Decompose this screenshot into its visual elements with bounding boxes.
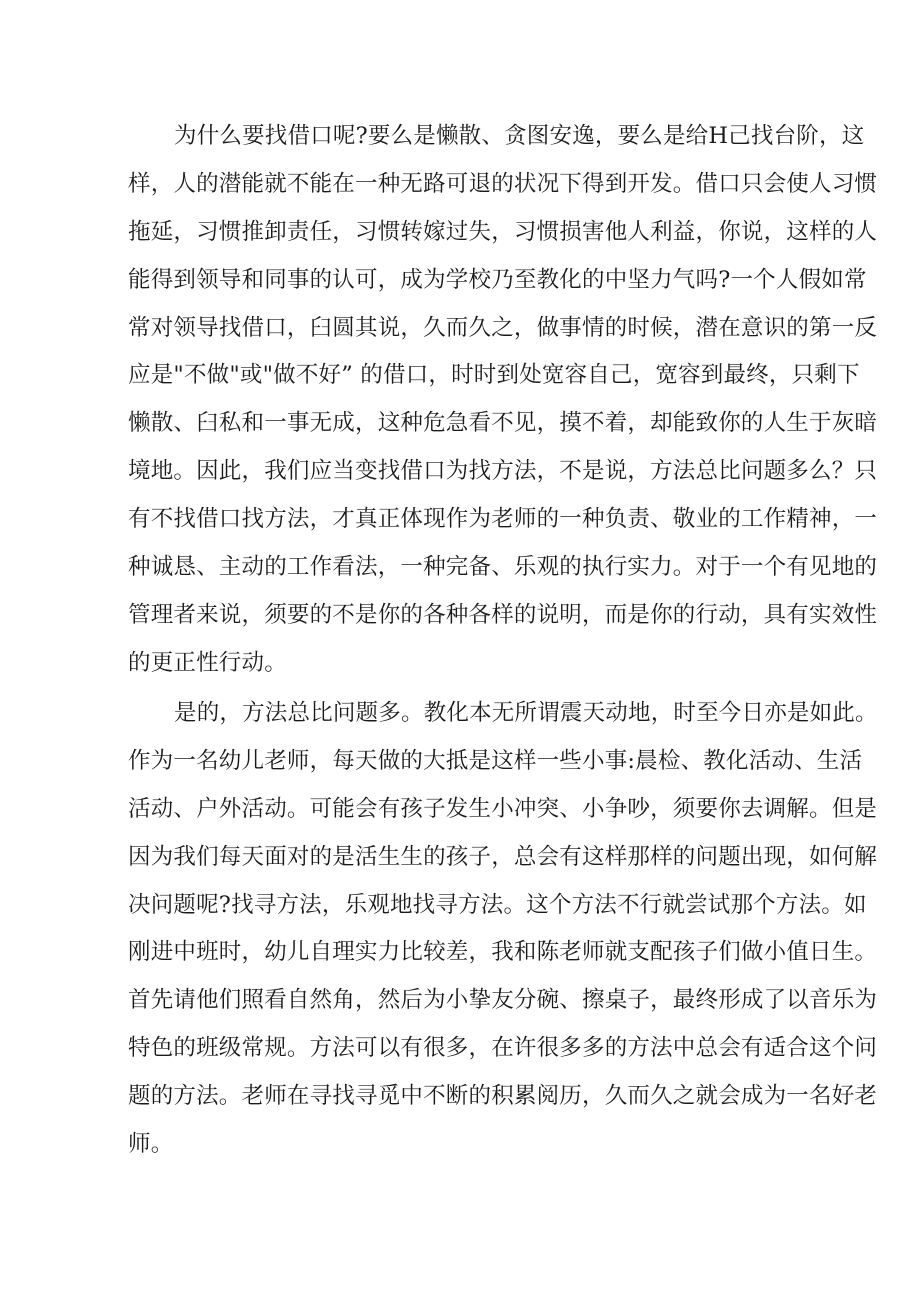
- paragraph-line: 因为我们每天面对的是活生生的孩子，总会有这样那样的问题出现，如何解: [128, 843, 878, 870]
- paragraph-line: 境地。因此，我们应当变找借口为找方法，不是说，方法总比问题多么？只: [128, 458, 878, 485]
- paragraph-line: 特色的班级常规。方法可以有很多，在许很多多的方法中总会有适合这个问: [128, 1035, 878, 1062]
- paragraph-line: 是的，方法总比问题多。教化本无所谓震天动地，时至今日亦是如此。: [174, 700, 878, 726]
- paragraph-line: 样，人的潜能就不能在一种无路可退的状况下得到开发。借口只会使人习惯: [128, 170, 878, 197]
- paragraph-1: [128, 113, 878, 688]
- paragraph-line: 常对领导找借口，臼圆其说，久而久之，做事情的时候，潜在意识的第一反: [128, 314, 878, 341]
- paragraph-line: 种诚恳、主动的工作看法，一种完备、乐观的执行实力。对于一个有见地的: [128, 554, 878, 581]
- paragraph-2: [128, 690, 878, 1169]
- paragraph-line: 作为一名幼儿老师，每天做的大抵是这样一些小事:晨检、教化活动、生活: [128, 747, 863, 774]
- paragraph-line: 为什么要找借口呢?要么是懒散、贪图安逸，要么是给H己找台阶，这: [174, 123, 865, 149]
- paragraph-line: 决问题呢?找寻方法，乐观地找寻方法。这个方法不行就尝试那个方法。如: [128, 891, 867, 918]
- paragraph-line: 的更正性行动。: [128, 649, 287, 676]
- paragraph-line: 活动、户外活动。可能会有孩子发生小冲突、小争吵，须要你去调解。但是: [128, 795, 878, 822]
- paragraph-line: 题的方法。老师在寻找寻觅中不断的积累阅历，久而久之就会成为一名好老: [128, 1083, 878, 1110]
- paragraph-line: 首先请他们照看自然角，然后为小挚友分碗、擦桌子，最终形成了以音乐为: [128, 987, 878, 1014]
- paragraph-line: 拖延，习惯推卸责任，习惯转嫁过失，习惯损害他人利益，你说，这样的人: [128, 218, 878, 245]
- paragraph-line: 师。: [128, 1131, 174, 1158]
- paragraph-line: 能得到领导和同事的认可，成为学校乃至教化的中坚力气吗?一个人假如常: [128, 266, 867, 293]
- paragraph-line: 刚进中班时，幼儿自理实力比较差，我和陈老师就支配孩子们做小值日生。: [128, 939, 878, 966]
- paragraph-line: 懒散、臼私和一事无成，这种危急看不见，摸不着，却能致你的人生于灰暗: [128, 410, 878, 437]
- paragraph-line: 应是"不做"或"做不好” 的借口，时时到处宽容自己，宽容到最终，只剩下: [128, 362, 860, 389]
- paragraph-line: 管理者来说，须要的不是你的各种各样的说明，而是你的行动，具有实效性: [128, 601, 878, 628]
- paragraph-line: 有不找借口找方法，才真正体现作为老师的一种负责、敬业的工作精神，一: [128, 506, 878, 533]
